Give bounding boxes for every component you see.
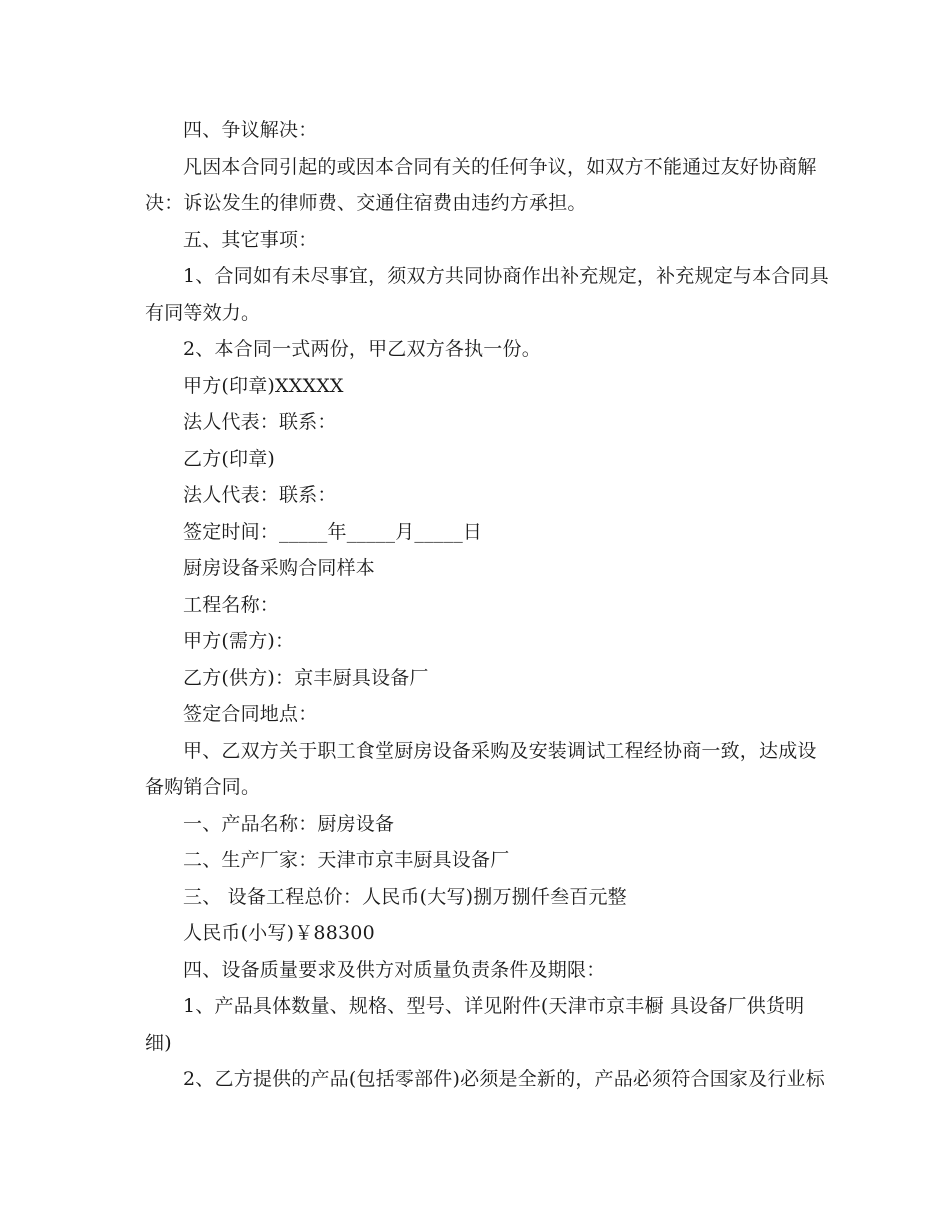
- paragraph-dispute-line-2: 决：诉讼发生的律师费、交通住宿费由违约方承担。: [145, 192, 587, 214]
- party-b-seal: 乙方(印章): [183, 447, 276, 470]
- project-name: 工程名称：: [183, 593, 280, 616]
- document-body: [145, 112, 829, 1098]
- agreement-line-1: 甲、乙双方关于职工食堂厨房设备采购及安装调试工程经协商一致，达成设: [183, 739, 817, 762]
- paragraph-other-2: 2、本合同一式两份，甲乙双方各执一份。: [183, 338, 541, 360]
- product-name: 一、产品名称：厨房设备: [183, 812, 395, 835]
- quality-item-1-line-2: 细): [145, 1031, 172, 1054]
- agreement-line-2: 备购销合同。: [145, 776, 261, 798]
- manufacturer: 二、生产厂家：天津市京丰厨具设备厂: [183, 849, 510, 871]
- section-heading-quality: 四、设备质量要求及供方对质量负责条件及期限：: [183, 958, 606, 981]
- party-b-supplier: 乙方(供方)：京丰厨具设备厂: [183, 666, 429, 689]
- section-heading-other-matters: 五、其它事项：: [183, 228, 318, 251]
- paragraph-dispute-line-1: 凡因本合同引起的或因本合同有关的任何争议，如双方不能通过友好协商解: [183, 155, 817, 178]
- signing-date: 签定时间：_____年_____月_____日: [183, 520, 483, 543]
- paragraph-other-1-line-2: 有同等效力。: [145, 301, 261, 324]
- section-heading-dispute: 四、争议解决：: [183, 119, 318, 141]
- total-price-figures: 人民币(小写)￥88300: [183, 922, 375, 944]
- party-a-seal: 甲方(印章)XXXXX: [183, 374, 344, 397]
- total-price-words: 三、 设备工程总价：人民币(大写)捌万捌仟叁百元整: [183, 885, 627, 908]
- paragraph-other-1-line-1: 1、合同如有未尽事宜，须双方共同协商作出补充规定，补充规定与本合同具: [183, 265, 829, 287]
- party-a-buyer: 甲方(需方)：: [183, 630, 295, 652]
- signing-location: 签定合同地点：: [183, 703, 318, 725]
- quality-item-1-line-1: 1、产品具体数量、规格、型号、详见附件(天津市京丰橱 具设备厂供货明: [183, 995, 805, 1017]
- quality-item-2-line-1: 2、乙方提供的产品(包括零部件)必须是全新的，产品必须符合国家及行业标: [183, 1068, 825, 1090]
- party-b-representative: 法人代表：联系：: [183, 484, 337, 506]
- contract-title: 厨房设备采购合同样本: [183, 557, 376, 579]
- party-a-representative: 法人代表：联系：: [183, 411, 337, 433]
